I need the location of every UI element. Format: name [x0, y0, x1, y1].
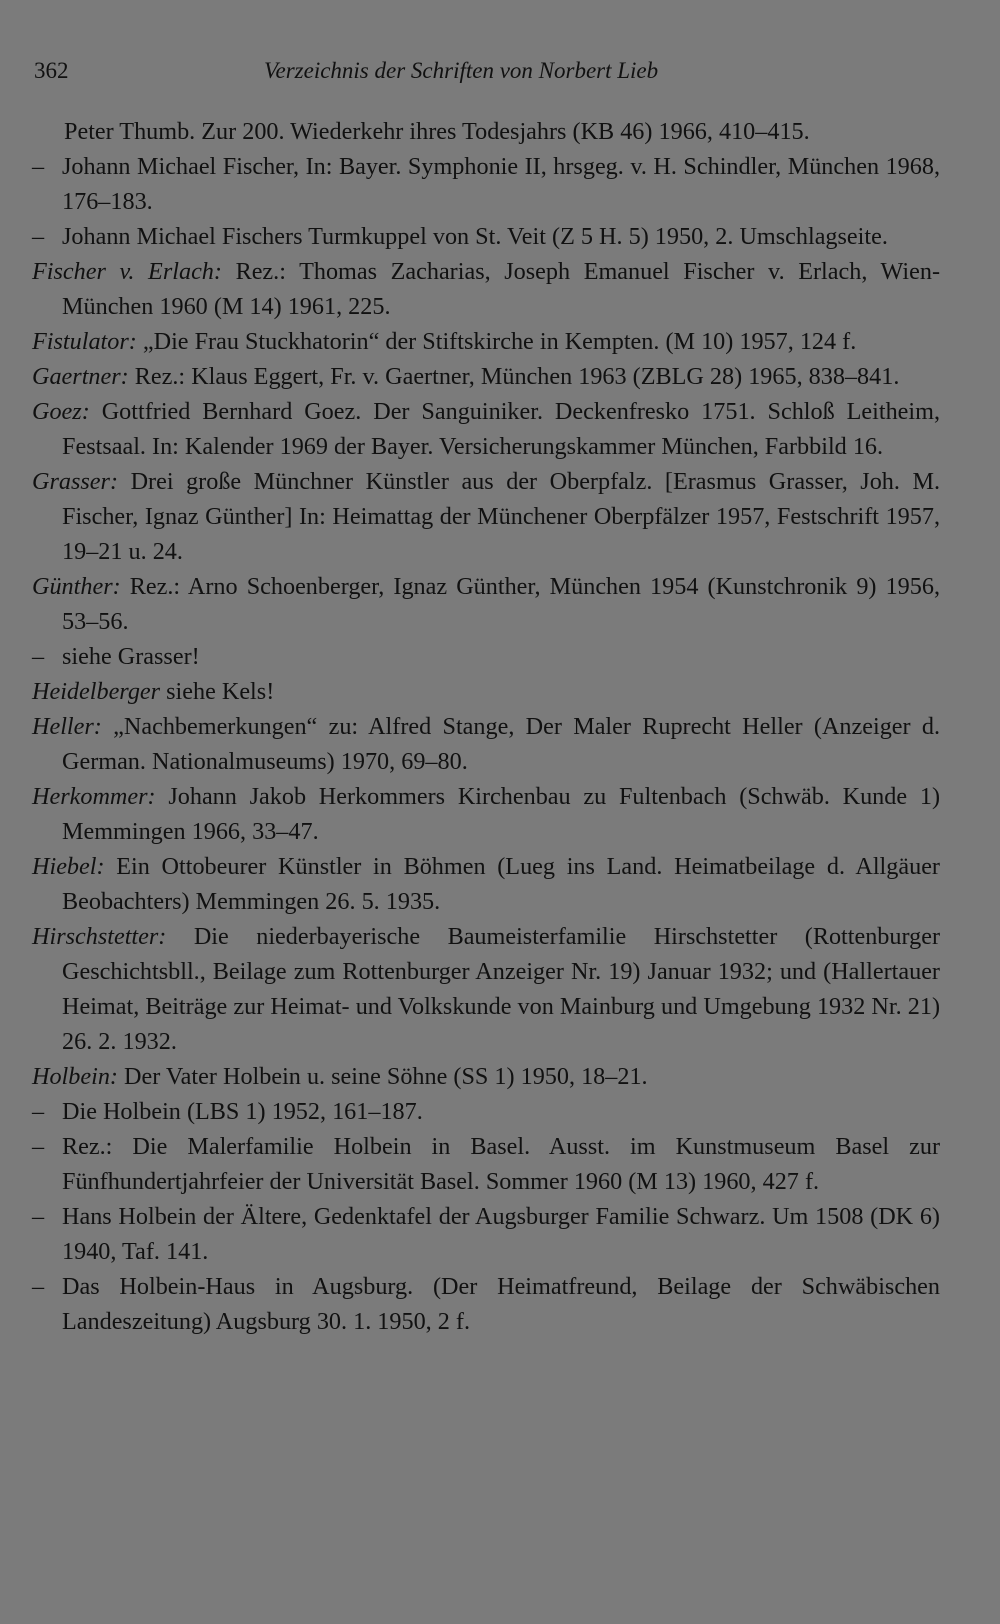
- entry-dash: –: [32, 1098, 45, 1125]
- entry-keyword: Heidelberger: [32, 678, 161, 705]
- entry-keyword: Gaertner:: [32, 363, 129, 390]
- entry-text: Rez.: Thomas Zacharias, Joseph Emanuel Fischer v. Erlach, Wien-München 1960 (M 14) 1961, 225.: [62, 258, 940, 320]
- entry-text: Die Holbein (LBS 1) 1952, 161–187.: [62, 1098, 423, 1125]
- bibliography-entry: [32, 779, 940, 849]
- entry-keyword: Günther:: [32, 573, 121, 600]
- bibliography-entry: [32, 569, 940, 639]
- entry-text: Johann Jakob Herkommers Kirchenbau zu Fultenbach (Schwäb. Kunde 1) Memmingen 1966, 33–47.: [62, 783, 940, 845]
- bibliography-entry: [32, 849, 940, 919]
- bibliography-entry: [32, 639, 940, 674]
- entry-text: siehe Kels!: [166, 678, 275, 705]
- entry-text: „Nachbemerkungen“ zu: Alfred Stange, Der Maler Ruprecht Heller (Anzeiger d. German. Nationalmuseums) 1970, 69–80.: [62, 713, 941, 775]
- entry-text: Rez.: Klaus Eggert, Fr. v. Gaertner, München 1963 (ZBLG 28) 1965, 838–841.: [134, 363, 900, 390]
- entry-text: Drei große Münchner Künstler aus der Oberpfalz. [Erasmus Grasser, Joh. M. Fischer, Ignaz Günther] In: Heimattag der Münchener Oberpfälzer 1957, Festschrift 1957, 19–21 u. 24.: [62, 468, 941, 565]
- entry-keyword: Heller:: [32, 713, 102, 740]
- entry-keyword: Fischer v. Erlach:: [32, 258, 222, 285]
- entry-dash: –: [32, 1133, 45, 1160]
- bibliography-entry: [32, 464, 940, 569]
- entry-dash: –: [32, 1273, 45, 1300]
- entry-text: Johann Michael Fischers Turmkuppel von St. Veit (Z 5 H. 5) 1950, 2. Umschlagseite.: [62, 223, 888, 250]
- page-header: [34, 58, 724, 94]
- entry-keyword: Goez:: [32, 398, 90, 425]
- bibliography-entry: [32, 114, 940, 149]
- entry-text: siehe Grasser!: [62, 643, 200, 670]
- bibliography-entry: [32, 1059, 940, 1094]
- bibliography-entry: [32, 1269, 940, 1339]
- entry-text: Gottfried Bernhard Goez. Der Sanguiniker. Deckenfresko 1751. Schloß Leitheim, Festsaal. In: Kalender 1969 der Bayer. Versicherungskammer München, Farbbild 16.: [62, 398, 941, 460]
- entry-keyword: Holbein:: [32, 1063, 118, 1090]
- bibliography-entry: [32, 919, 940, 1059]
- bibliography-entry: [32, 394, 940, 464]
- entry-keyword: Hirschstetter:: [32, 923, 167, 950]
- entry-dash: –: [32, 1203, 45, 1230]
- entry-text: Die niederbayerische Baumeisterfamilie Hirschstetter (Rottenburger Geschichtsbll., Beilage zum Rottenburger Anzeiger Nr. 19) Januar 1932; und (Hallertauer Heimat, Beiträge zur Heimat- und Volkskunde von Mainburg und Umgebung 1932 Nr. 21) 26. 2. 1932.: [62, 923, 941, 1055]
- entry-text: „Die Frau Stuckhatorin“ der Stiftskirche in Kempten. (M 10) 1957, 124 f.: [142, 328, 857, 355]
- bibliography-list: [32, 114, 940, 1339]
- bibliography-entry: [32, 1129, 940, 1199]
- entry-text: Johann Michael Fischer, In: Bayer. Symphonie II, hrsgeg. v. H. Schindler, München 1968, 176–183.: [62, 153, 940, 215]
- bibliography-entry: [32, 149, 940, 219]
- bibliography-entry: [32, 1094, 940, 1129]
- bibliography-entry: [32, 324, 940, 359]
- bibliography-entry: [32, 709, 940, 779]
- bibliography-entry: [32, 1199, 940, 1269]
- entry-dash: –: [32, 153, 45, 180]
- entry-text: Peter Thumb. Zur 200. Wiederkehr ihres Todesjahrs (KB 46) 1966, 410–415.: [64, 118, 810, 145]
- entry-keyword: Grasser:: [32, 468, 119, 495]
- entry-dash: –: [32, 643, 45, 670]
- bibliography-entry: [32, 254, 940, 324]
- bibliography-entry: [32, 219, 940, 254]
- bibliography-entry: [32, 359, 940, 394]
- running-title: Verzeichnis der Schriften von Norbert Lieb: [264, 58, 659, 83]
- entry-keyword: Herkommer:: [32, 783, 156, 810]
- page-number: 362: [34, 58, 69, 83]
- bibliography-entry: [32, 674, 940, 709]
- entry-text: Rez.: Arno Schoenberger, Ignaz Günther, München 1954 (Kunstchronik 9) 1956, 53–56.: [62, 573, 941, 635]
- entry-text: Hans Holbein der Ältere, Gedenktafel der Augsburger Familie Schwarz. Um 1508 (DK 6) 1940, Taf. 141.: [62, 1203, 940, 1265]
- entry-dash: –: [32, 223, 45, 250]
- entry-text: Das Holbein-Haus in Augsburg. (Der Heimatfreund, Beilage der Schwäbischen Landeszeitung) Augsburg 30. 1. 1950, 2 f.: [62, 1273, 940, 1335]
- entry-keyword: Hiebel:: [32, 853, 105, 880]
- entry-keyword: Fistulator:: [32, 328, 137, 355]
- entry-text: Rez.: Die Malerfamilie Holbein in Basel. Ausst. im Kunstmuseum Basel zur Fünfhundertjahrfeier der Universität Basel. Sommer 1960 (M 13) 1960, 427 f.: [62, 1133, 940, 1195]
- entry-text: Ein Ottobeurer Künstler in Böhmen (Lueg ins Land. Heimatbeilage d. Allgäuer Beobachters) Memmingen 26. 5. 1935.: [62, 853, 940, 915]
- entry-text: Der Vater Holbein u. seine Söhne (SS 1) 1950, 18–21.: [124, 1063, 648, 1090]
